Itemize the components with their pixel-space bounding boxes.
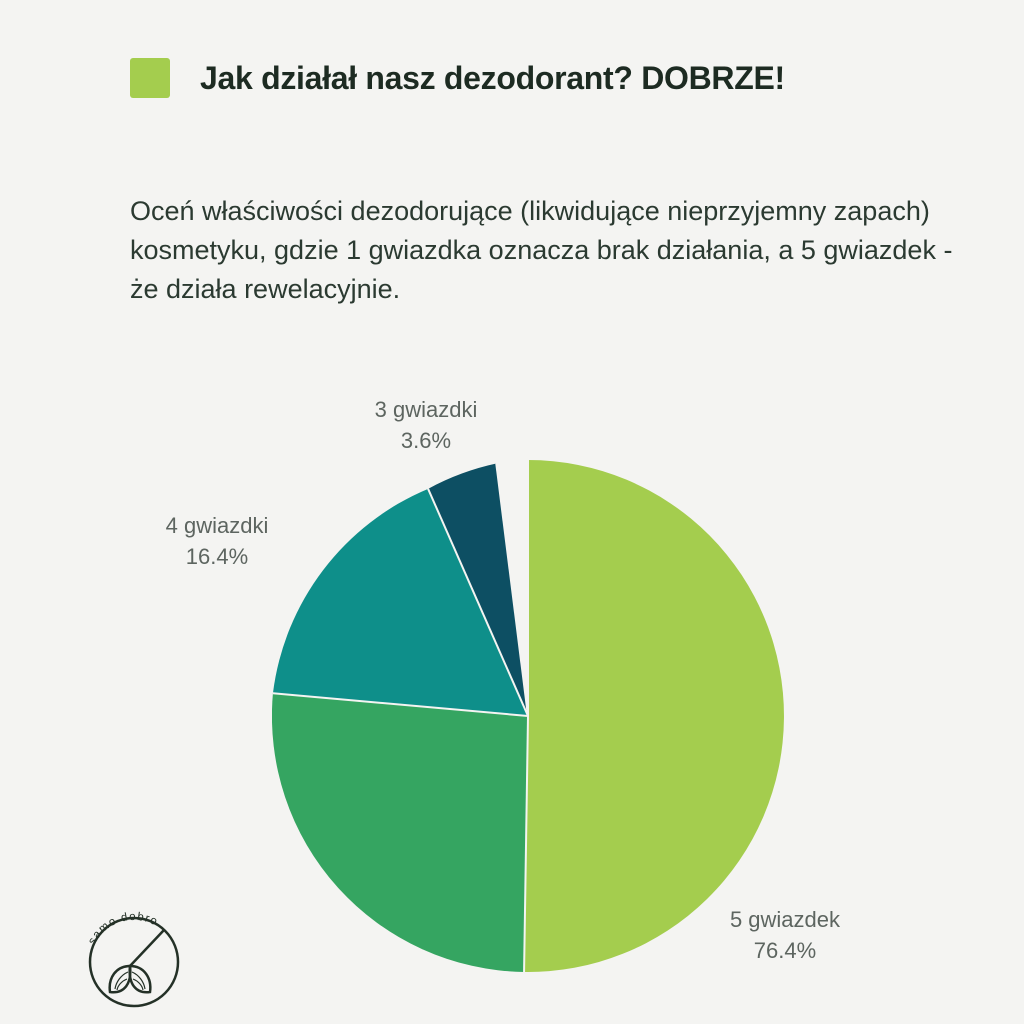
page-title: Jak działał nasz dezodorant? DOBRZE! [200, 59, 785, 96]
pie-slice-5-gwiazdek [524, 460, 784, 972]
pie-label-5-gwiazdek [710, 904, 860, 966]
square-swatch-icon [130, 58, 170, 98]
pie-slice-4-gwiazdki [272, 693, 528, 972]
survey-question: Oceń właściwości dezodorujące (likwidujące nieprzyjemny zapach) kosmetyku, gdzie 1 gwiazdka oznacza brak działania, a 5 gwiazdek - że działa rewelacyjnie. [130, 196, 953, 304]
pie-chart-canvas [272, 460, 784, 972]
svg-text:samo dobro [86, 911, 160, 947]
pie-label-3-gwiazdki [356, 394, 496, 456]
pie-label-4-gwiazdki [142, 510, 292, 572]
chart-header [130, 58, 785, 98]
pie-label-value: 3.6% [400, 428, 452, 453]
pie-label-name: 4 gwiazdki [165, 513, 269, 538]
pie-label-value: 76.4% [753, 938, 817, 963]
logo-arc-text: samo dobro [86, 910, 160, 947]
pie-label-value: 16.4% [185, 544, 249, 569]
pie-label-name: 3 gwiazdki [374, 397, 478, 422]
pie-label-name: 5 gwiazdek [729, 907, 841, 932]
samo-dobro-logo [78, 900, 190, 1012]
